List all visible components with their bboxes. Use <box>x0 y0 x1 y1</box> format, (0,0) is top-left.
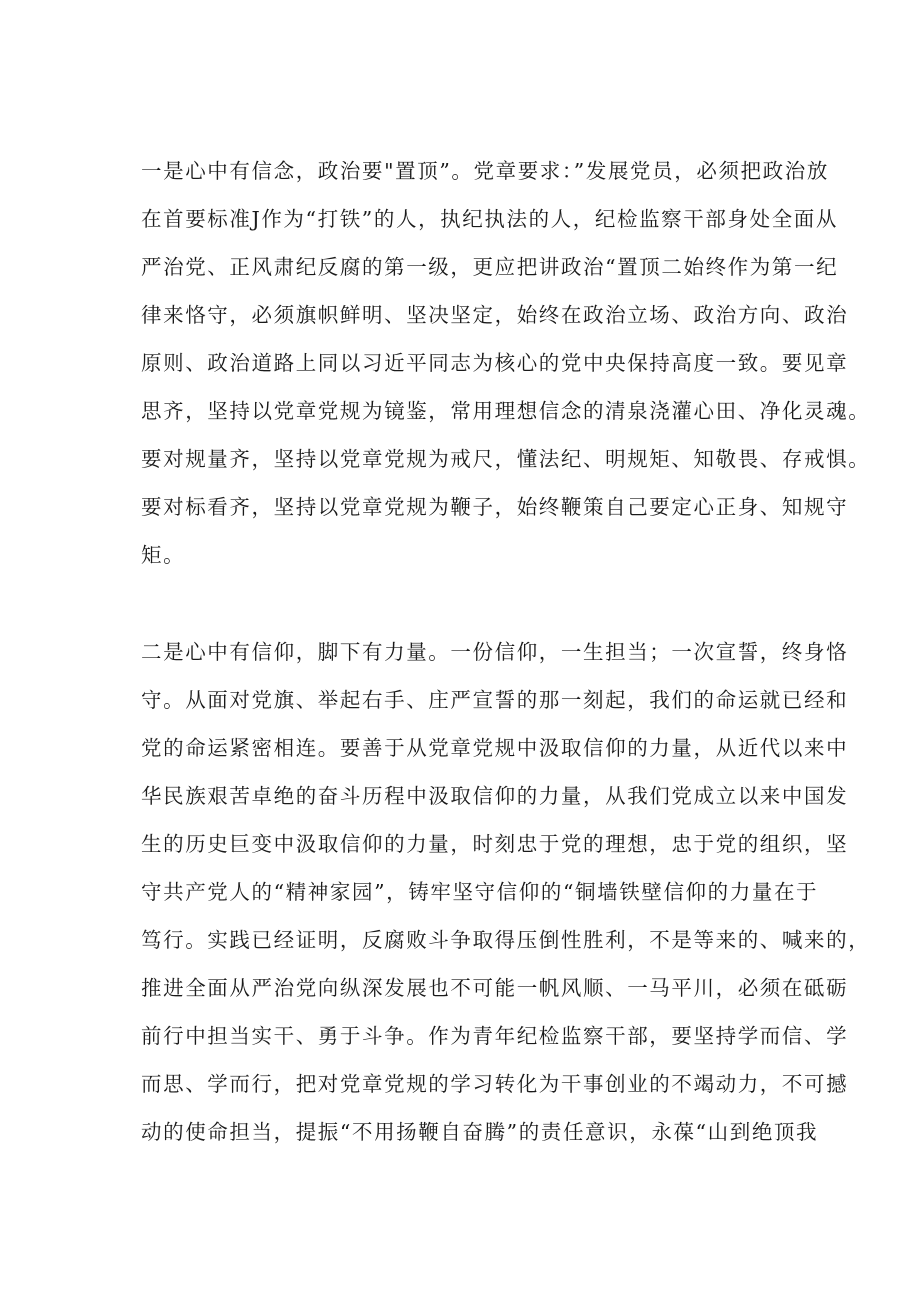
paragraph-line: 而思、学而行，把对党章党规的学习转化为干事创业的不竭动力，不可撼 <box>141 1072 849 1096</box>
paragraph-line: 严治党、正风肃纪反腐的第一级，更应把讲政治“置顶二始终作为第一纪 <box>141 255 839 279</box>
paragraph-line: 矩。 <box>141 543 186 567</box>
paragraph-line: 律来恪守，必须旗帜鲜明、坚决坚定，始终在政治立场、政治方向、政治 <box>141 303 849 327</box>
paragraph-line: 要对规量齐，坚持以党章党规为戒尺，懂法纪、明规矩、知敬畏、存戒惧。 <box>141 447 871 471</box>
paragraph-line: 动的使命担当，提振“不用扬鞭自奋腾”的责任意识，永葆“山到绝顶我 <box>141 1120 819 1144</box>
paragraph-line: 守共产党人的“精神家园”，铸牢坚守信仰的“铜墙铁壁信仰的力量在于 <box>141 880 819 904</box>
paragraph-line: 原则、政治道路上同以习近平同志为核心的党中央保持高度一致。要见章 <box>141 351 849 375</box>
paragraph-line: 党的命运紧密相连。要善于从党章党规中汲取信仰的力量，从近代以来中 <box>141 736 849 760</box>
paragraph-line: 思齐，坚持以党章党规为镜鉴，常用理想信念的清泉浇灌心田、净化灵魂。 <box>141 399 871 423</box>
paragraph-line: 华民族艰苦卓绝的奋斗历程中汲取信仰的力量，从我们党成立以来中国发 <box>141 784 849 808</box>
paragraph-line: 前行中担当实干、勇于斗争。作为青年纪检监察干部，要坚持学而信、学 <box>141 1024 849 1048</box>
paragraph-line: 在首要标准J作为“打铁”的人，执纪执法的人，纪检监察干部身处全面从 <box>141 207 838 231</box>
paragraph-line: 一是心中有信念，政治要"置顶”。党章要求：”发展党员，必须把政治放 <box>141 159 829 183</box>
paragraph-line: 笃行。实践已经证明，反腐败斗争取得压倒性胜利，不是等来的、喊来的， <box>141 928 871 952</box>
paragraph-line: 生的历史巨变中汲取信仰的力量，时刻忠于党的理想，忠于党的组织，坚 <box>141 832 849 856</box>
paragraph-line: 推进全面从严治党向纵深发展也不可能一帆风顺、一马平川，必须在砥砺 <box>141 976 849 1000</box>
paragraph-line: 二是心中有信仰，脚下有力量。一份信仰，一生担当；一次宣誓，终身恪 <box>141 640 849 664</box>
paragraph-line: 守。从面对党旗、举起右手、庄严宣誓的那一刻起，我们的命运就已经和 <box>141 688 849 712</box>
paragraph-line: 要对标看齐，坚持以党章党规为鞭子，始终鞭策自己要定心正身、知规守 <box>141 495 849 519</box>
